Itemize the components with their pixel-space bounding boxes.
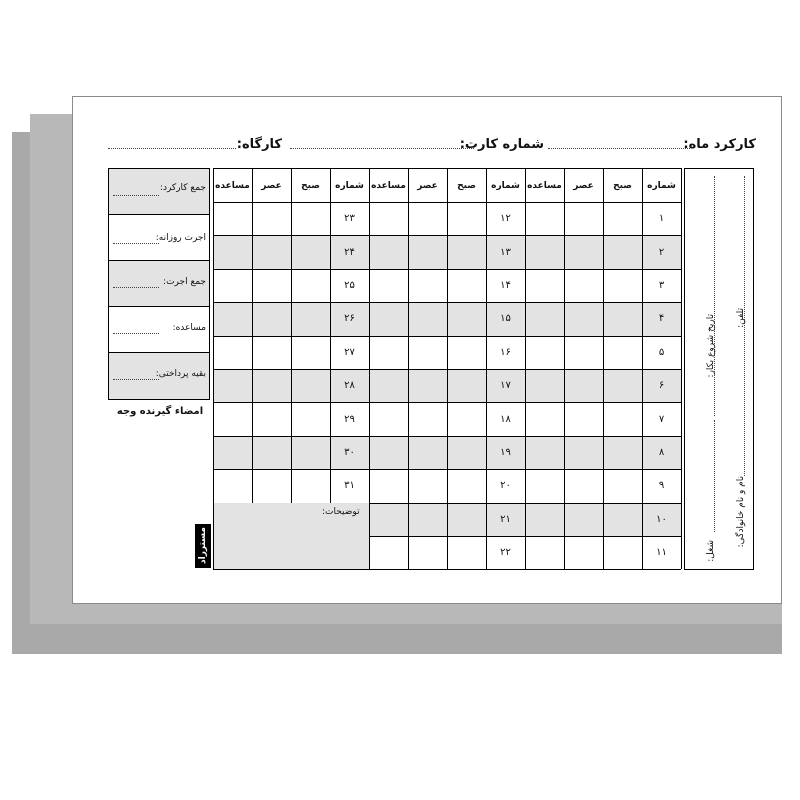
grid-vline: [681, 168, 682, 569]
day-number: ۳: [658, 279, 665, 291]
job-label: شغل:: [706, 540, 716, 562]
summary-row[interactable]: [109, 169, 209, 215]
summary-total-work-label: جمع کارکرد:: [159, 183, 206, 193]
day-number: ۱۷: [500, 380, 511, 392]
summary-dots: [113, 243, 159, 244]
grid-vline: [213, 168, 214, 569]
column-header: شماره: [491, 181, 520, 191]
column-header: صبح: [613, 181, 632, 191]
day-number: ۲۴: [344, 246, 355, 258]
day-number: ۲۶: [344, 313, 355, 325]
column-header: صبح: [301, 181, 320, 191]
grid-hline: [213, 569, 681, 570]
summary-row[interactable]: [109, 307, 209, 353]
column-header: مساعده: [371, 181, 406, 191]
day-number: ۲۰: [500, 480, 511, 492]
day-number: ۱۴: [500, 279, 511, 291]
card-number-field[interactable]: [290, 148, 474, 149]
column-header: صبح: [457, 181, 476, 191]
workshop-label: کارگاه:: [236, 137, 282, 152]
summary-box: [108, 168, 210, 400]
day-number: ۳۰: [344, 446, 355, 458]
day-number: ۹: [658, 480, 665, 492]
day-number: ۶: [658, 380, 665, 392]
day-number: ۲۳: [344, 213, 355, 225]
summary-dots: [113, 379, 159, 380]
day-number: ۱: [658, 213, 665, 225]
start-date-dots: [714, 176, 715, 416]
summary-remaining-label: بقیه پرداختی:: [155, 369, 206, 379]
card-number-label: شماره کارت:: [459, 137, 544, 152]
day-number: ۴: [658, 313, 665, 325]
grid-vline: [603, 168, 604, 569]
start-date-label: تاریخ شروع بکار:: [706, 314, 716, 378]
summary-row[interactable]: [109, 261, 209, 307]
summary-daily-wage-label: اجرت روزانه:: [155, 233, 206, 243]
day-number: ۲۸: [344, 380, 355, 392]
brand-logo: مسترراد: [195, 524, 211, 568]
day-number: ۲۱: [500, 513, 511, 525]
day-number: ۲: [658, 246, 665, 258]
day-number: ۲۵: [344, 279, 355, 291]
signature-label: امضاء گیرنده وجه: [116, 406, 204, 417]
day-number: ۲۷: [344, 346, 355, 358]
grid-vline: [447, 168, 448, 569]
column-header: مساعده: [527, 181, 562, 191]
column-header: عصر: [417, 181, 438, 191]
grid-vline: [252, 168, 253, 503]
grid-vline: [525, 168, 526, 569]
summary-dots: [113, 287, 159, 288]
day-number: ۱۳: [500, 246, 511, 258]
column-header: شماره: [335, 181, 364, 191]
day-number: ۵: [658, 346, 665, 358]
summary-total-wage-label: جمع اجرت:: [163, 277, 206, 287]
grid-vline: [369, 168, 370, 569]
day-number: ۲۲: [500, 547, 511, 559]
day-number: ۱۲: [500, 213, 511, 225]
notes-label: توضیحات:: [322, 506, 360, 517]
day-number: ۷: [658, 413, 665, 425]
name-label: نام و نام خانوادگی:: [736, 476, 746, 548]
day-number: ۱۵: [500, 313, 511, 325]
grid-vline: [564, 168, 565, 569]
day-number: ۱۱: [656, 547, 667, 559]
day-number: ۱۸: [500, 413, 511, 425]
day-number: ۲۹: [344, 413, 355, 425]
column-header: عصر: [573, 181, 594, 191]
grid-vline: [408, 168, 409, 569]
day-number: ۱۹: [500, 446, 511, 458]
job-dots: [714, 420, 715, 532]
summary-row[interactable]: [109, 353, 209, 399]
day-number: ۸: [658, 446, 665, 458]
day-number: ۱۶: [500, 346, 511, 358]
grid-vline: [291, 168, 292, 503]
summary-dots: [113, 333, 159, 334]
workshop-field[interactable]: [108, 148, 236, 149]
month-label: کارکرد ماه:: [683, 137, 756, 152]
phone-label: تلفن:: [736, 308, 746, 328]
day-number: ۳۱: [344, 480, 355, 492]
month-field[interactable]: [548, 148, 690, 149]
summary-advance-label: مساعده:: [172, 323, 206, 333]
column-header: عصر: [261, 181, 282, 191]
column-header: شماره: [647, 181, 676, 191]
summary-row[interactable]: [109, 215, 209, 261]
summary-dots: [113, 195, 159, 196]
day-number: ۱۰: [656, 513, 667, 525]
column-header: مساعده: [215, 181, 250, 191]
